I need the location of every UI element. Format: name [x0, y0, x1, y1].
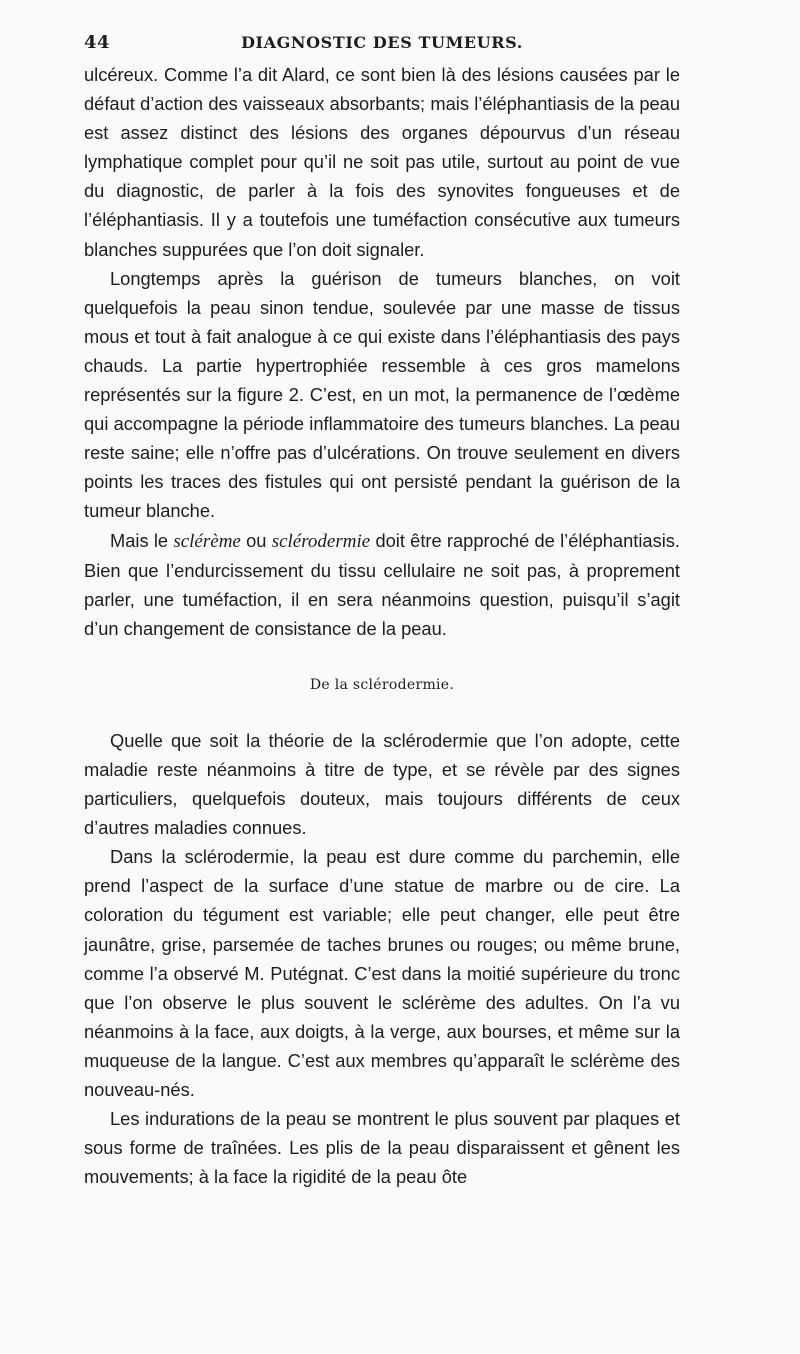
- running-title: DIAGNOSTIC DES TUMEURS.: [241, 33, 523, 52]
- section-heading: De la sclérodermie.: [309, 676, 455, 693]
- paragraph-sclereme-mid: ou: [240, 529, 272, 551]
- paragraph-sclereme-rest: doit être rapproché de l’éléphantiasis. Bien que l’endurcissement du tissu cellulaire ne soit pas, à proprement parler, une tuméfaction, il en sera néanmoins question, puisqu’il s’agit d’un changement de consistance de la peau.: [84, 529, 680, 639]
- term-sclerodermie: sclérodermie: [271, 530, 371, 552]
- page-header: [84, 30, 680, 56]
- page-number: 44: [84, 32, 111, 53]
- paragraph-sclereme-lead: Mais le: [110, 529, 174, 551]
- body-text: [84, 60, 680, 1191]
- paragraph-theorie: Quelle que soit la théorie de la sclérodermie que l’on adopte, cette maladie reste néanmoins à titre de type, et se révèle par des signes particuliers, quelquefois douteux, mais toujours différents de ceux d’autres maladies connues.: [84, 729, 680, 839]
- paragraph-sclereme-intro: [84, 526, 680, 643]
- paragraph-continued: ulcéreux. Comme l’a dit Alard, ce sont bien là des lésions causées par le défaut d’action des vaisseaux absorbants; mais l’éléphantiasis de la peau est assez distinct des lésions des organes dépourvus d’un réseau lymphatique complet pour qu’il ne soit pas utile, surtout au point de vue du diagnostic, de parler à la fois des synovites fongueuses et de l’éléphantiasis. Il y a toutefois une tuméfaction consécutive aux tumeurs blanches suppurées que l’on doit signaler.: [84, 64, 680, 260]
- paragraph-description: Dans la sclérodermie, la peau est dure comme du parchemin, elle prend l’aspect de la surface d’une statue de marbre ou de cire. La coloration du tégument est variable; elle peut changer, elle peut être jaunâtre, grise, parsemée de taches brunes ou rouges; ou même brune, comme l’a observé M. Putégnat. C’est dans la moitié supérieure du tronc que l’on observe le plus souvent le sclérème des adultes. On l’a vu néanmoins à la face, aux doigts, à la verge, aux bourses, et même sur la muqueuse de la langue. C’est aux membres qu’apparaît le sclérème des nouveau-nés.: [84, 846, 680, 1100]
- paragraph-tumeurs-blanches: Longtemps après la guérison de tumeurs blanches, on voit quelquefois la peau sinon tendue, soulevée par une masse de tissus mous et tout à fait analogue à ce qui existe dans l’éléphantiasis des pays chauds. La partie hypertrophiée ressemble à ces gros mamelons représentés sur la figure 2. C’est, en un mot, la permanence de l’œdème qui accompagne la période inflammatoire des tumeurs blanches. La peau reste saine; elle n’offre pas d’ulcérations. On trouve seulement en divers points les traces des fistules qui ont persisté pendant la guérison de la tumeur blanche.: [84, 267, 680, 522]
- term-sclereme: sclérème: [173, 530, 241, 552]
- paragraph-indurations: Les indurations de la peau se montrent le plus souvent par plaques et sous forme de traînées. Les plis de la peau disparaissent et gênent les mouvements; à la face la rigidité de la peau ôte: [84, 1108, 680, 1188]
